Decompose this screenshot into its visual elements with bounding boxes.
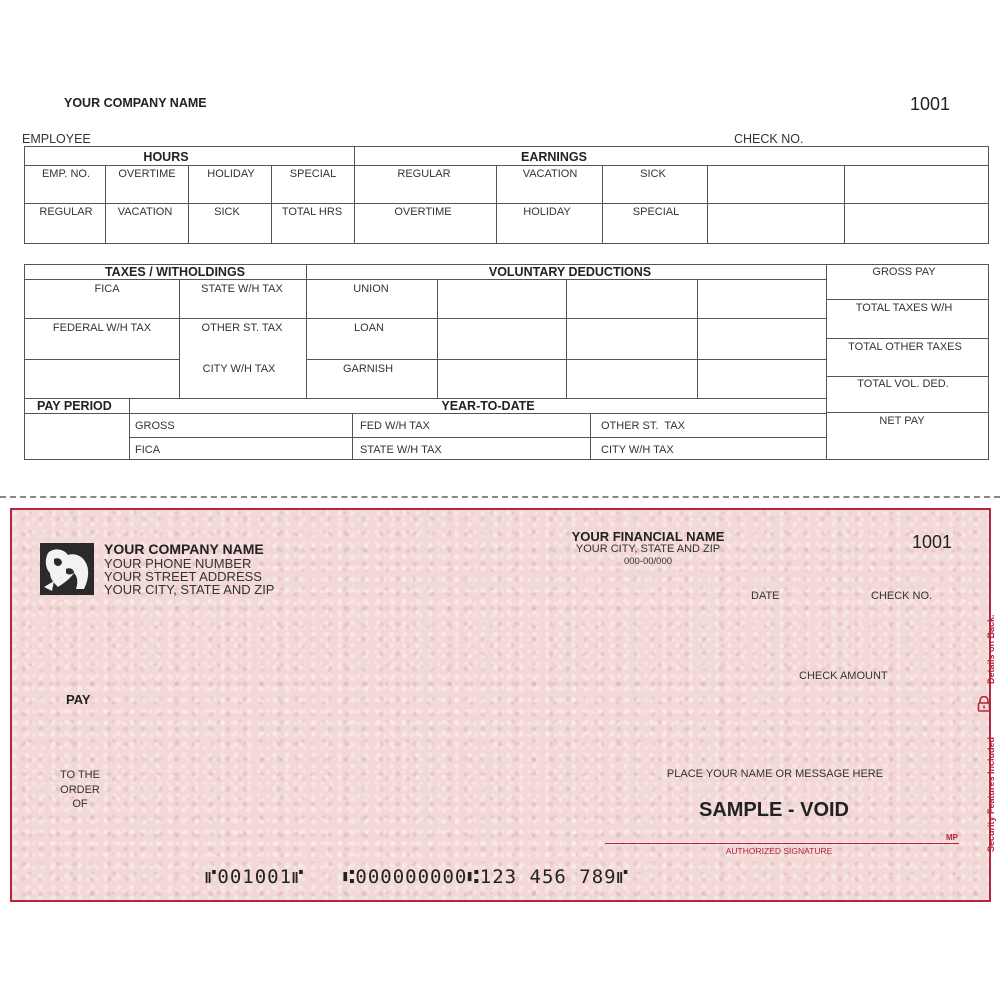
tax-cell-fica: FICA bbox=[94, 283, 120, 295]
signature-line bbox=[605, 843, 959, 844]
perforation-line bbox=[0, 496, 1000, 498]
summary-net-pay: NET PAY bbox=[879, 415, 925, 427]
hours-title: HOURS bbox=[143, 150, 189, 164]
check-amount-label: CHECK AMOUNT bbox=[799, 670, 888, 682]
hours-cell-holiday: HOLIDAY bbox=[207, 168, 255, 180]
message-label: PLACE YOUR NAME OR MESSAGE HERE bbox=[666, 768, 884, 780]
taxes-title: TAXES / WITHOLDINGS bbox=[104, 265, 246, 279]
stub-check-number: 1001 bbox=[910, 94, 951, 114]
bank-name: YOUR FINANCIAL NAME bbox=[571, 529, 725, 544]
hours-cell-sick: SICK bbox=[214, 206, 240, 218]
bank-city: YOUR CITY, STATE AND ZIP bbox=[575, 543, 721, 555]
voluntary-cell-garnish: GARNISH bbox=[342, 363, 394, 375]
cow-logo-icon bbox=[40, 543, 94, 595]
ytd-cell-gross: GROSS bbox=[135, 420, 175, 432]
stub-check-no-label: CHECK NO. bbox=[734, 132, 804, 146]
ytd-cell-fed-wh: FED W/H TAX bbox=[360, 420, 430, 432]
earnings-cell-special: SPECIAL bbox=[632, 206, 680, 218]
summary-total-vol-ded: TOTAL VOL. DED. bbox=[857, 378, 949, 390]
side-details-text: Details on Back. bbox=[986, 614, 996, 684]
earnings-cell-regular: REGULAR bbox=[397, 168, 451, 180]
pay-label: PAY bbox=[66, 692, 91, 707]
routing-fraction: 000-00/000 bbox=[623, 556, 673, 567]
voluntary-title: VOLUNTARY DEDUCTIONS bbox=[488, 265, 652, 279]
micr-routing-account: ⑆000000000⑆123 456 789⑈ bbox=[343, 866, 629, 888]
earnings-cell-holiday: HOLIDAY bbox=[523, 206, 571, 218]
earnings-title: EARNINGS bbox=[521, 150, 587, 164]
padlock-icon bbox=[977, 696, 991, 717]
check-number: 1001 bbox=[912, 532, 953, 552]
earnings-cell-overtime: OVERTIME bbox=[394, 206, 452, 218]
earnings-cell-sick: SICK bbox=[640, 168, 666, 180]
earnings-cell-vacation: VACATION bbox=[522, 168, 578, 180]
check-company-street: YOUR STREET ADDRESS bbox=[104, 569, 262, 584]
summary-total-taxes: TOTAL TAXES W/H bbox=[855, 302, 953, 314]
check-company-phone: YOUR PHONE NUMBER bbox=[104, 556, 252, 571]
ytd-cell-fica: FICA bbox=[135, 444, 161, 456]
tax-cell-city-wh: CITY W/H TAX bbox=[202, 363, 276, 375]
voluntary-cell-loan: LOAN bbox=[354, 322, 384, 334]
date-label: DATE bbox=[751, 590, 780, 602]
hours-cell-total-hrs: TOTAL HRS bbox=[281, 206, 343, 218]
summary-total-other-taxes: TOTAL OTHER TAXES bbox=[848, 341, 962, 353]
check-no-label: CHECK NO. bbox=[871, 590, 933, 602]
ytd-cell-state-wh: STATE W/H TAX bbox=[360, 444, 442, 456]
tax-cell-other-st: OTHER ST. TAX bbox=[201, 322, 283, 334]
employee-label: EMPLOYEE bbox=[22, 132, 91, 146]
of-label: OF bbox=[72, 798, 88, 810]
void-label: SAMPLE - VOID bbox=[698, 799, 850, 821]
ytd-cell-city-wh: CITY W/H TAX bbox=[601, 444, 674, 456]
tax-cell-federal-wh: FEDERAL W/H TAX bbox=[52, 322, 152, 334]
stub-company-name: YOUR COMPANY NAME bbox=[64, 96, 207, 110]
to-the-label: TO THE bbox=[60, 769, 100, 781]
ytd-title: YEAR-TO-DATE bbox=[441, 399, 535, 413]
ytd-cell-other-st: OTHER ST. TAX bbox=[601, 420, 685, 432]
hours-cell-emp-no: EMP. NO. bbox=[41, 168, 91, 180]
company-logo bbox=[40, 543, 94, 595]
signature-label: AUTHORIZED SIGNATURE bbox=[725, 846, 833, 856]
hours-cell-special: SPECIAL bbox=[289, 168, 337, 180]
side-security-text: Security Features Included bbox=[986, 736, 996, 852]
voluntary-cell-union: UNION bbox=[353, 283, 389, 295]
hours-cell-regular: REGULAR bbox=[39, 206, 93, 218]
summary-gross-pay: GROSS PAY bbox=[872, 266, 936, 278]
check-company-city: YOUR CITY, STATE AND ZIP bbox=[104, 582, 275, 597]
tax-cell-state-wh: STATE W/H TAX bbox=[201, 283, 283, 295]
check-company-name: YOUR COMPANY NAME bbox=[104, 541, 264, 557]
hours-cell-overtime: OVERTIME bbox=[118, 168, 176, 180]
order-label: ORDER bbox=[60, 784, 100, 796]
hours-cell-vacation: VACATION bbox=[117, 206, 173, 218]
pay-period-title: PAY PERIOD bbox=[37, 399, 112, 413]
mp-mark: MP bbox=[946, 833, 958, 842]
micr-check-number: ⑈001001⑈ bbox=[205, 866, 305, 888]
